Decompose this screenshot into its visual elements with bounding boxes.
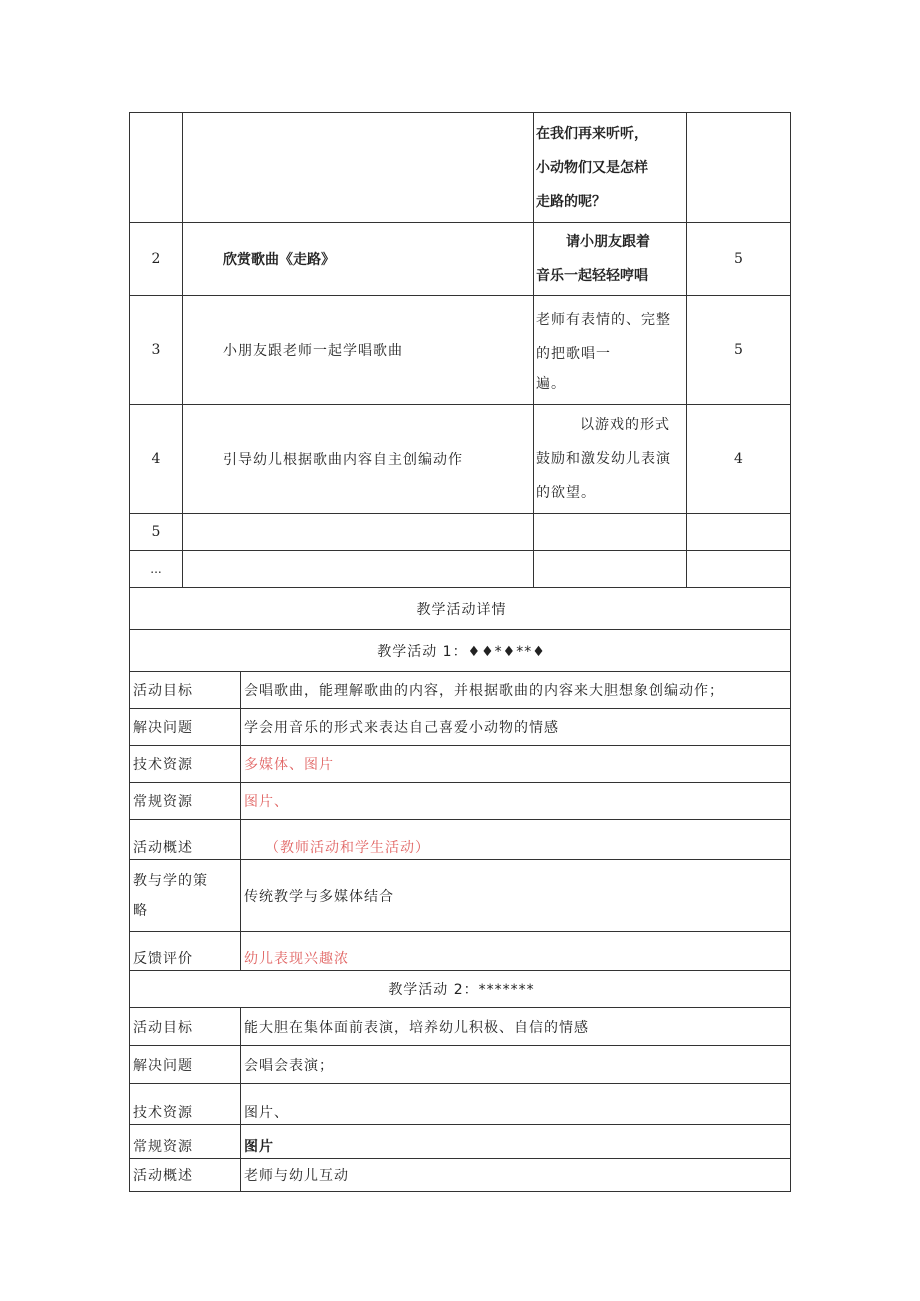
content-cell [183, 551, 534, 588]
time-cell [687, 514, 791, 551]
index-cell: 5 [130, 514, 183, 551]
method-line: 老师有表情的、完整 [536, 312, 671, 328]
method-line: 的欲望。 [536, 485, 596, 501]
tech-label: 技术资源 [130, 746, 241, 783]
goal-value: 能大胆在集体面前表演，培养幼儿积极、自信的情感 [241, 1008, 791, 1046]
content-cell: 引导幼儿根据歌曲内容自主创编动作 [183, 405, 534, 514]
method-cell [534, 551, 687, 588]
method-line: 鼓励和激发幼儿表演 [536, 451, 671, 467]
time-cell: 4 [687, 405, 791, 514]
content-cell: 欣赏歌曲《走路》 [183, 223, 534, 296]
goal-label: 活动目标 [130, 672, 241, 709]
tech-label: 技术资源 [130, 1084, 241, 1125]
regular-label: 常规资源 [130, 1125, 241, 1159]
table-row [130, 514, 791, 551]
table-row [130, 820, 791, 860]
table-row [130, 709, 791, 746]
table-row [130, 551, 791, 588]
time-cell: 5 [687, 296, 791, 405]
tech-value: 图片、 [241, 1084, 791, 1125]
overview-label: 活动概述 [130, 1159, 241, 1192]
table-row [130, 932, 791, 971]
method-cell [534, 296, 687, 405]
table-row [130, 113, 791, 223]
method-line: 的把歌唱一 [536, 346, 611, 362]
strategy-label-line: 教与学的策 [133, 872, 208, 889]
table-row [130, 1125, 791, 1159]
index-cell [130, 113, 183, 223]
method-line: 音乐一起轻轻哼唱 [536, 268, 648, 284]
method-line: 遍。 [536, 376, 566, 392]
method-line: 在我们再来听听， [536, 125, 648, 142]
activity-title-row [130, 971, 791, 1008]
table-row [130, 1084, 791, 1125]
method-line: 小动物们又是怎样 [536, 159, 648, 176]
method-cell [534, 514, 687, 551]
table-row [130, 746, 791, 783]
section-title-row [130, 588, 791, 630]
time-cell [687, 551, 791, 588]
index-cell: ... [130, 551, 183, 588]
strategy-label-line: 略 [133, 902, 148, 919]
table-row [130, 405, 791, 514]
regular-value: 图片 [241, 1125, 791, 1159]
table-row [130, 1159, 791, 1192]
problem-label: 解决问题 [130, 1046, 241, 1084]
content-cell [183, 113, 534, 223]
strategy-label [130, 860, 241, 932]
problem-value: 会唱会表演； [241, 1046, 791, 1084]
details-table [129, 587, 791, 1192]
overview-label: 活动概述 [130, 820, 241, 860]
regular-value: 图片、 [241, 783, 791, 820]
regular-label: 常规资源 [130, 783, 241, 820]
index-cell: 2 [130, 223, 183, 296]
table-row [130, 783, 791, 820]
content-cell: 小朋友跟老师一起学唱歌曲 [183, 296, 534, 405]
table-row [130, 296, 791, 405]
goal-value: 会唱歌曲，能理解歌曲的内容，并根据歌曲的内容来大胆想象创编动作； [241, 672, 791, 709]
method-line: 请小朋友跟着 [566, 234, 650, 250]
time-cell: 5 [687, 223, 791, 296]
strategy-value: 传统教学与多媒体结合 [241, 860, 791, 932]
table-row [130, 672, 791, 709]
table-row [130, 1008, 791, 1046]
content-cell [183, 514, 534, 551]
goal-label: 活动目标 [130, 1008, 241, 1046]
time-cell [687, 113, 791, 223]
method-cell [534, 405, 687, 514]
method-line: 走路的呢？ [536, 193, 606, 210]
process-table [129, 112, 791, 588]
table-row [130, 223, 791, 296]
activity-1-title: 教学活动 1：♦♦*♦**♦ [130, 630, 791, 672]
section-title: 教学活动详情 [130, 588, 791, 630]
index-cell: 4 [130, 405, 183, 514]
overview-value: （教师活动和学生活动） [241, 820, 791, 860]
feedback-value: 幼儿表现兴趣浓 [241, 932, 791, 971]
overview-value: 老师与幼儿互动 [241, 1159, 791, 1192]
method-line: 以游戏的形式 [580, 417, 670, 433]
table-row [130, 860, 791, 932]
method-cell [534, 113, 687, 223]
feedback-label: 反馈评价 [130, 932, 241, 971]
index-cell: 3 [130, 296, 183, 405]
activity-title-row [130, 630, 791, 672]
problem-value: 学会用音乐的形式来表达自己喜爱小动物的情感 [241, 709, 791, 746]
table-row [130, 1046, 791, 1084]
activity-2-title: 教学活动 2：******* [130, 971, 791, 1008]
tech-value: 多媒体、图片 [241, 746, 791, 783]
method-cell [534, 223, 687, 296]
problem-label: 解决问题 [130, 709, 241, 746]
